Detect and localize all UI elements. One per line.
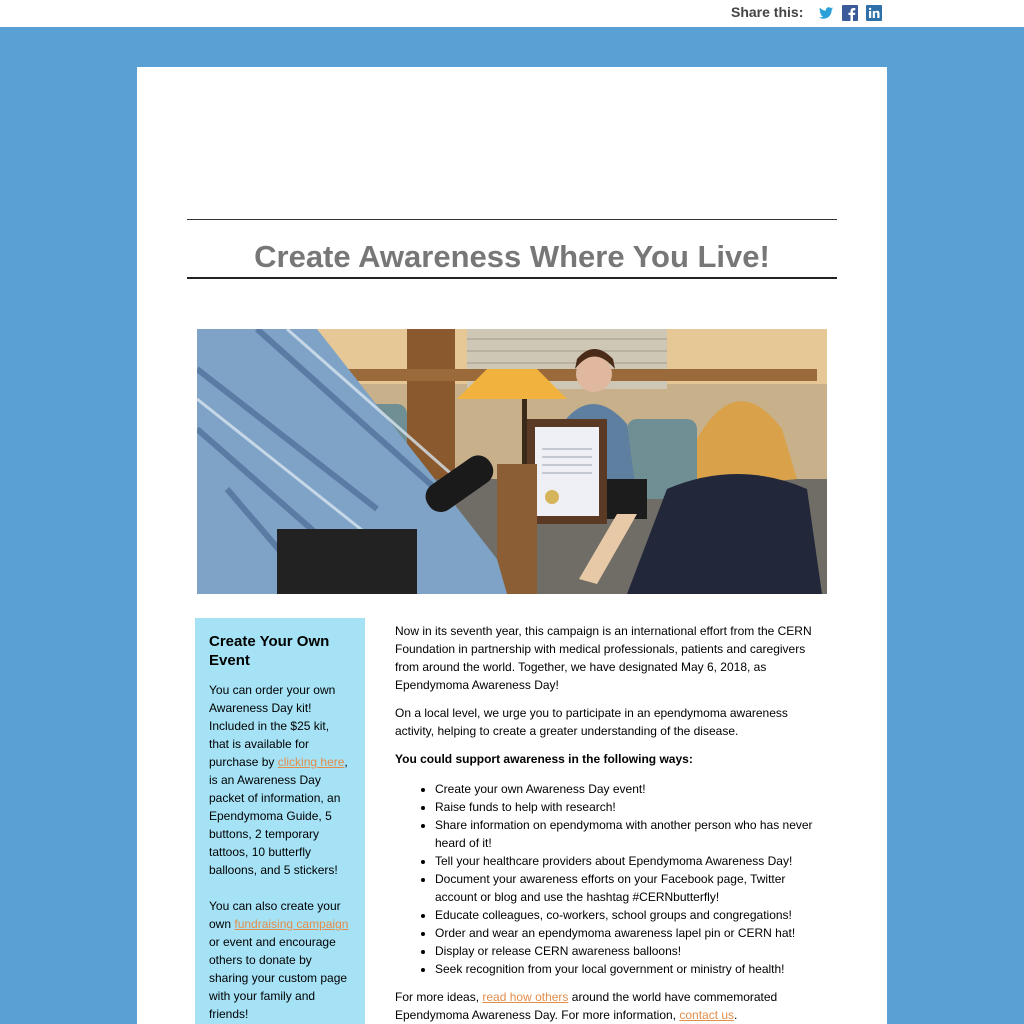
linkedin-icon[interactable] bbox=[866, 5, 882, 21]
sidebar-kit-paragraph bbox=[209, 681, 351, 879]
sidebar-event-box bbox=[195, 618, 365, 1024]
main-content bbox=[395, 622, 827, 1024]
list-item: • Display or release CERN awareness balloons! bbox=[435, 942, 827, 960]
sidebar-campaign-paragraph bbox=[209, 897, 351, 1023]
ways-heading: You could support awareness in the following ways: bbox=[395, 752, 693, 766]
clicking-here-link[interactable]: clicking here bbox=[277, 755, 345, 769]
more-text-start: For more ideas, bbox=[395, 990, 483, 1004]
sidebar-heading: Create Your Own Event bbox=[209, 633, 330, 669]
read-how-others-link[interactable]: read how others bbox=[482, 990, 569, 1004]
list-item: • Order and wear an ependymoma awareness lapel pin or CERN hat! bbox=[435, 924, 827, 942]
more-text-middle: around the world have commemorated Ependymoma Awareness Day. For more information, bbox=[395, 990, 778, 1022]
share-bar bbox=[0, 0, 1024, 27]
twitter-icon[interactable] bbox=[818, 5, 834, 21]
sidebar-campaign-text: You can also create your own bbox=[209, 899, 341, 931]
sidebar-campaign-text-end: or event and encourage others to donate by sharing your custom page with your family and friends! bbox=[209, 935, 348, 1021]
contact-us-link[interactable]: contact us bbox=[679, 1008, 735, 1022]
sidebar-kit-text: You can order your own Awareness Day kit! Included in the $25 kit, that is available for purchase by bbox=[209, 683, 336, 769]
fundraising-campaign-link[interactable]: fundraising campaign bbox=[234, 917, 349, 931]
more-text-end: . bbox=[734, 1008, 738, 1022]
list-item: • Tell your healthcare providers about Ependymoma Awareness Day! bbox=[435, 852, 827, 870]
list-item: • Create your own Awareness Day event! bbox=[435, 780, 827, 798]
content-card bbox=[137, 67, 887, 1024]
list-item: • Share information on ependymoma with another person who has never heard of it! bbox=[435, 816, 827, 852]
share-label: Share this: bbox=[731, 4, 804, 20]
title-rule-bottom bbox=[187, 277, 837, 279]
hero-photo bbox=[197, 329, 827, 594]
title-rule-top bbox=[187, 219, 837, 220]
intro-paragraph: Now in its seventh year, this campaign is an international effort from the CERN Foundation in partnership with medical professionals, patients and caregivers from around the world. Together, we have designated May 6, 2018, as Ependymoma Awareness Day! bbox=[395, 624, 812, 692]
list-item: • Raise funds to help with research! bbox=[435, 798, 827, 816]
local-paragraph: On a local level, we urge you to participate in an ependymoma awareness activity, helping to create a greater understanding of the disease. bbox=[395, 706, 788, 738]
page-title: Create Awareness Where You Live! bbox=[254, 239, 770, 274]
facebook-icon[interactable] bbox=[842, 5, 858, 21]
list-item: • Document your awareness efforts on your Facebook page, Twitter account or blog and use the hashtag #CERNbutterfly! bbox=[435, 870, 827, 906]
sidebar-kit-text-end: , is an Awareness Day packet of information, an Ependymoma Guide, 5 buttons, 2 temporary tattoos, 10 butterfly balloons, and 5 stickers! bbox=[209, 755, 348, 877]
more-ideas-paragraph bbox=[395, 988, 827, 1024]
list-item: • Educate colleagues, co-workers, school groups and congregations! bbox=[435, 906, 827, 924]
ways-list bbox=[435, 780, 827, 978]
list-item: • Seek recognition from your local government or ministry of health! bbox=[435, 960, 827, 978]
